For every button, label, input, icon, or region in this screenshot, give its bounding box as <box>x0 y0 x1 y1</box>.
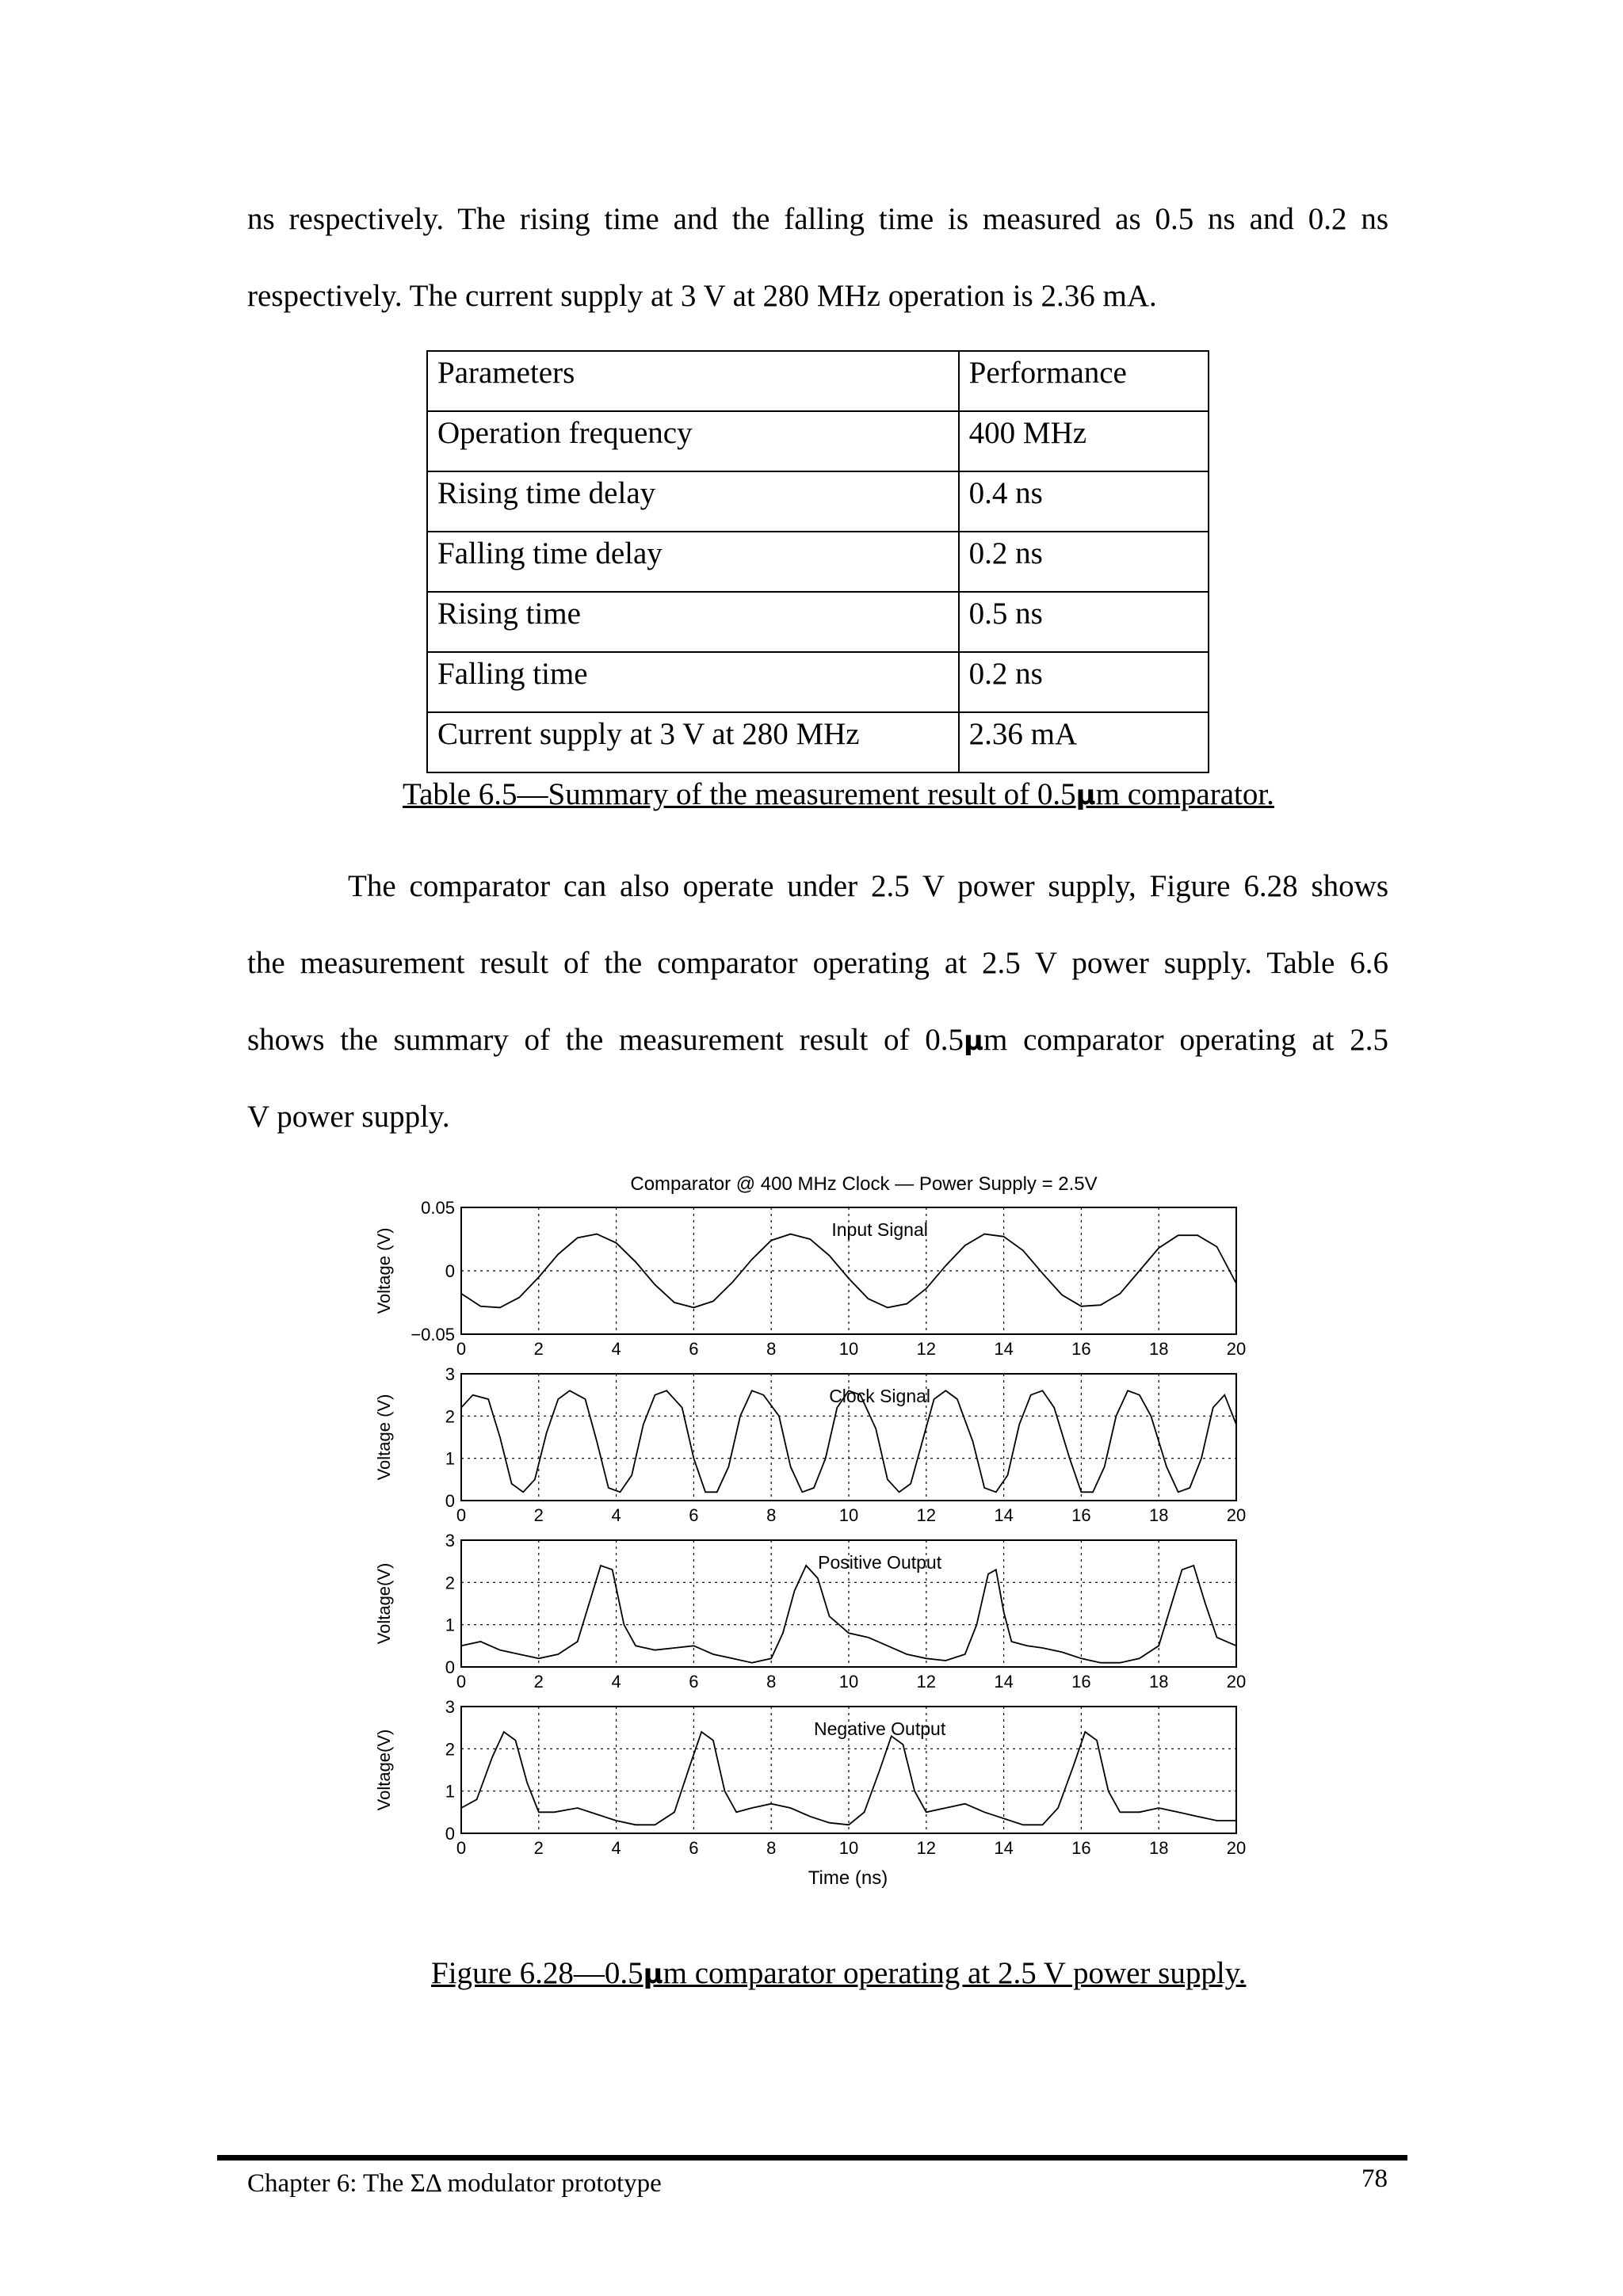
paragraph-2-line-3 <box>247 1001 1388 1078</box>
x-tick-label: 20 <box>1226 1505 1247 1525</box>
x-tick-label: 2 <box>533 1339 544 1359</box>
comparator-waveform-figure <box>372 1165 1268 1901</box>
y-tick-label: −0.05 <box>411 1325 455 1344</box>
y-axis-label: Voltage (V) <box>374 1227 394 1314</box>
panel-annotation: Clock Signal <box>829 1386 931 1406</box>
x-tick-label: 0 <box>456 1838 467 1858</box>
x-tick-label: 12 <box>916 1339 937 1359</box>
y-tick-label: 0.05 <box>421 1198 455 1218</box>
y-tick-label: 2 <box>445 1573 455 1593</box>
x-tick-label: 16 <box>1071 1838 1091 1858</box>
y-tick-label: 1 <box>445 1781 455 1802</box>
x-tick-label: 10 <box>838 1672 859 1691</box>
x-tick-label: 18 <box>1148 1505 1169 1525</box>
paragraph-1-line-2: respectively. The current supply at 3 V at 280 MHz operation is 2.36 mA. <box>247 279 1157 313</box>
table-cell: 0.2 ns <box>959 532 1209 592</box>
table-cell: 0.5 ns <box>959 592 1209 652</box>
y-tick-label: 2 <box>445 1739 455 1760</box>
y-axis-label: Voltage(V) <box>374 1729 394 1811</box>
x-tick-label: 8 <box>766 1339 777 1359</box>
x-tick-label: 10 <box>838 1339 859 1359</box>
y-axis-label: Voltage(V) <box>374 1562 394 1645</box>
x-tick-label: 0 <box>456 1672 467 1691</box>
x-tick-label: 10 <box>838 1838 859 1858</box>
paragraph-2-line-4: V power supply. <box>247 1100 450 1134</box>
table-caption-text: Table 6.5—Summary of the measurement result of 0.5 <box>403 777 1076 811</box>
x-tick-label: 0 <box>456 1339 467 1359</box>
x-tick-label: 12 <box>916 1672 937 1691</box>
table-cell: Operation frequency <box>427 411 959 471</box>
y-tick-label: 0 <box>445 1657 455 1677</box>
y-axis-label: Voltage (V) <box>374 1394 394 1481</box>
footer-chapter: Chapter 6: The ΣΔ modulator prototype <box>247 2169 662 2198</box>
paragraph-1 <box>247 181 1388 334</box>
y-tick-label: 3 <box>445 1697 455 1717</box>
x-tick-label: 0 <box>456 1505 467 1525</box>
table-cell: Current supply at 3 V at 280 MHz <box>427 712 959 772</box>
x-tick-label: 10 <box>838 1505 859 1525</box>
table-cell: 0.4 ns <box>959 471 1209 532</box>
paragraph-2 <box>247 848 1388 1155</box>
table-row <box>427 712 1209 772</box>
paragraph-2-line-3-end: m comparator operating at 2.5 <box>983 1023 1388 1057</box>
x-tick-label: 6 <box>689 1339 699 1359</box>
figure-caption-text-end: m comparator operating at 2.5 V power supply. <box>663 1956 1247 1990</box>
x-tick-label: 16 <box>1071 1505 1091 1525</box>
x-tick-label: 8 <box>766 1672 777 1691</box>
micro-symbol: µ <box>964 1025 984 1057</box>
table-header-cell: Parameters <box>427 351 959 411</box>
table-cell: 400 MHz <box>959 411 1209 471</box>
waveform-panel-4 <box>374 1697 1246 1858</box>
y-tick-label: 3 <box>445 1364 455 1384</box>
table-cell: 0.2 ns <box>959 652 1209 712</box>
x-tick-label: 6 <box>689 1505 699 1525</box>
y-tick-label: 3 <box>445 1531 455 1550</box>
x-tick-label: 4 <box>611 1505 621 1525</box>
x-tick-label: 6 <box>689 1672 699 1691</box>
x-tick-label: 2 <box>533 1505 544 1525</box>
table-cell: Rising time <box>427 592 959 652</box>
x-tick-label: 18 <box>1148 1672 1169 1691</box>
x-tick-label: 16 <box>1071 1672 1091 1691</box>
paragraph-2-line-2: the measurement result of the comparator operating at 2.5 V power supply. Table 6.6 <box>247 946 1388 980</box>
table-cell: 2.36 mA <box>959 712 1209 772</box>
table-cell: Falling time delay <box>427 532 959 592</box>
panel-annotation: Positive Output <box>818 1552 942 1573</box>
x-tick-label: 14 <box>994 1672 1014 1691</box>
page-number: 78 <box>1361 2164 1388 2193</box>
y-tick-label: 0 <box>445 1491 455 1511</box>
table-cell: Falling time <box>427 652 959 712</box>
x-tick-label: 16 <box>1071 1339 1091 1359</box>
table-header-row <box>427 351 1209 411</box>
x-tick-label: 2 <box>533 1838 544 1858</box>
x-tick-label: 4 <box>611 1838 621 1858</box>
paragraph-1-line-1: ns respectively. The rising time and the falling time is measured as 0.5 ns and 0.2 ns <box>247 202 1388 236</box>
table-header-cell: Performance <box>959 351 1209 411</box>
table-caption <box>403 776 1274 812</box>
table-row <box>427 592 1209 652</box>
x-tick-label: 18 <box>1148 1838 1169 1858</box>
y-tick-label: 1 <box>445 1448 455 1469</box>
footer-rule <box>217 2155 1407 2161</box>
results-table <box>426 350 1209 773</box>
panel-annotation: Negative Output <box>814 1718 946 1739</box>
x-tick-label: 4 <box>611 1339 621 1359</box>
x-tick-label: 20 <box>1226 1672 1247 1691</box>
micro-symbol: µ <box>1075 780 1096 811</box>
table-caption-text-end: m comparator. <box>1095 777 1274 811</box>
figure-title: Comparator @ 400 MHz Clock — Power Supply = 2.5V <box>630 1173 1098 1195</box>
waveform-panel-2 <box>374 1364 1246 1525</box>
panel-annotation: Input Signal <box>831 1219 928 1240</box>
waveform-panel-3 <box>374 1531 1246 1691</box>
y-tick-label: 0 <box>445 1261 455 1281</box>
x-tick-label: 14 <box>994 1838 1014 1858</box>
figure-caption-text: Figure 6.28—0.5 <box>431 1956 643 1990</box>
x-tick-label: 2 <box>533 1672 544 1691</box>
x-tick-label: 14 <box>994 1505 1014 1525</box>
x-tick-label: 4 <box>611 1672 621 1691</box>
x-tick-label: 18 <box>1148 1339 1169 1359</box>
x-tick-label: 20 <box>1226 1838 1247 1858</box>
x-axis-label: Time (ns) <box>808 1867 888 1889</box>
y-tick-label: 1 <box>445 1615 455 1635</box>
table-row <box>427 411 1209 471</box>
x-tick-label: 8 <box>766 1838 777 1858</box>
x-tick-label: 12 <box>916 1838 937 1858</box>
waveform-panel-1 <box>374 1198 1246 1359</box>
table-row <box>427 532 1209 592</box>
x-tick-label: 20 <box>1226 1339 1247 1359</box>
micro-symbol: µ <box>643 1958 663 1990</box>
x-tick-label: 14 <box>994 1339 1014 1359</box>
table-row <box>427 471 1209 532</box>
table-cell: Rising time delay <box>427 471 959 532</box>
paragraph-2-line-1: The comparator can also operate under 2.5 V power supply, Figure 6.28 shows <box>348 869 1388 903</box>
paragraph-2-line-3-start: shows the summary of the measurement result of 0.5 <box>247 1023 964 1057</box>
y-tick-label: 2 <box>445 1406 455 1427</box>
y-tick-label: 0 <box>445 1824 455 1844</box>
x-tick-label: 8 <box>766 1505 777 1525</box>
table-row <box>427 652 1209 712</box>
figure-caption <box>431 1955 1246 1991</box>
x-tick-label: 6 <box>689 1838 699 1858</box>
x-tick-label: 12 <box>916 1505 937 1525</box>
